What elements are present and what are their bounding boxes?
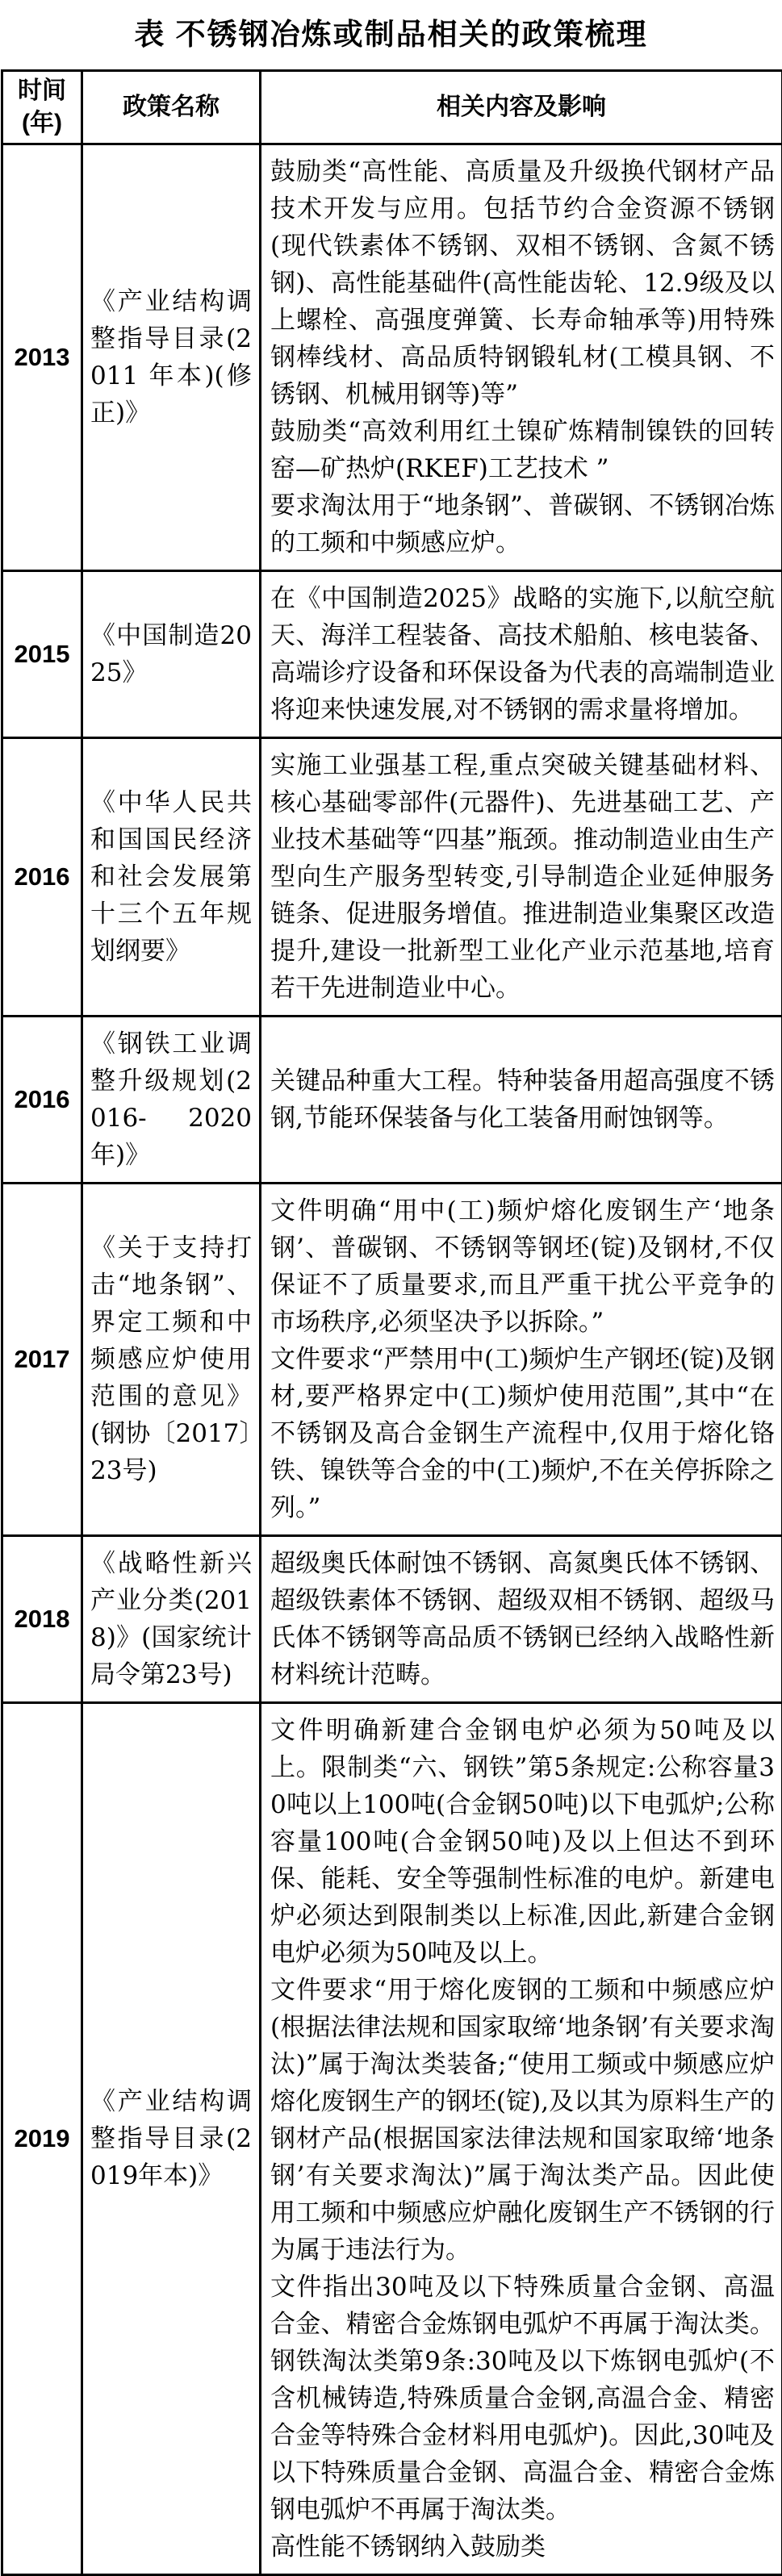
year-cell: 2017 — [2, 1184, 82, 1536]
policy-name-cell: 《产业结构调整指导目录(2019年本)》 — [82, 1703, 261, 2575]
policy-name-cell: 《中华人民共和国国民经济和社会发展第十三个五年规划纲要》 — [82, 738, 261, 1017]
table-row — [2, 1536, 782, 1703]
col-header-time-line1: 时间 — [5, 75, 79, 107]
content-paragraph: 文件明确新建合金钢电炉必须为50吨及以上。限制类“六、钢铁”第5条规定:公称容量30吨以上100吨(合金钢50吨)以下电弧炉;公称容量100吨(合金钢50吨)及以上但达不到环保、能耗、安全等强制性标准的电炉。新建电炉必须达到限制类以上标准,因此,新建合金钢电炉必须为50吨及以上。 — [270, 1712, 775, 1972]
policy-name-cell: 《中国制造2025》 — [82, 571, 261, 738]
year-cell: 2016 — [2, 738, 82, 1017]
col-header-time — [2, 71, 82, 144]
year-cell: 2019 — [2, 1703, 82, 2575]
policy-name-cell: 《战略性新兴产业分类(2018)》(国家统计局令第23号) — [82, 1536, 261, 1703]
content-paragraph: 在《中国制造2025》战略的实施下,以航空航天、海洋工程装备、高技术船舶、核电装备、高端诊疗设备和环保设备为代表的高端制造业将迎来快速发展,对不锈钢的需求量将增加。 — [270, 580, 775, 729]
table-row — [2, 144, 782, 571]
policy-name-cell: 《产业结构调整指导目录(2011 年本)(修正)》 — [82, 144, 261, 571]
table-header-row — [2, 71, 782, 144]
content-paragraph: 高性能不锈钢纳入鼓励类 — [270, 2528, 775, 2566]
year-cell: 2013 — [2, 144, 82, 571]
content-paragraph: 文件要求“用于熔化废钢的工频和中频感应炉(根据法律法规和国家取缔‘地条钢’有关要求淘汰)”属于淘汰类装备;“使用工频或中频感应炉熔化废钢生产的钢坯(锭),及以其为原料生产的钢材产品(根据国家法律法规和国家取缔‘地条钢’有关要求淘汰)”属于淘汰类产品。因此使用工频和中频感应炉融化废钢生产不锈钢的行为属于违法行为。 — [270, 1972, 775, 2269]
content-paragraph: 要求淘汰用于“地条钢”、普碳钢、不锈钢冶炼的工频和中频感应炉。 — [270, 487, 775, 562]
content-paragraph: 鼓励类“高效利用红土镍矿炼精制镍铁的回转窑—矿热炉(RKEF)工艺技术 ” — [270, 413, 775, 487]
content-cell — [261, 144, 782, 571]
content-cell — [261, 1703, 782, 2575]
content-cell — [261, 1184, 782, 1536]
content-paragraph: 文件指出30吨及以下特殊质量合金钢、高温合金、精密合金炼钢电弧炉不再属于淘汰类。钢铁淘汰类第9条:30吨及以下炼钢电弧炉(不含机械铸造,特殊质量合金钢,高温合金、精密合金等特殊合金材料用电弧炉)。因此,30吨及以下特殊质量合金钢、高温合金、精密合金炼钢电弧炉不再属于淘汰类。 — [270, 2269, 775, 2528]
content-paragraph: 超级奥氏体耐蚀不锈钢、高氮奥氏体不锈钢、超级铁素体不锈钢、超级双相不锈钢、超级马氏体不锈钢等高品质不锈钢已经纳入战略性新材料统计范畴。 — [270, 1545, 775, 1693]
content-paragraph: 文件要求“严禁用中(工)频炉生产钢坯(锭)及钢材,要严格界定中(工)频炉使用范围”,其中“在不锈钢及高合金钢生产流程中,仅用于熔化铬铁、镍铁等合金的中(工)频炉,不在关停拆除之列。” — [270, 1341, 775, 1526]
policy-name-cell: 《关于支持打击“地条钢”、界定工频和中频感应炉使用范围的意见》(钢协〔2017〕23号) — [82, 1184, 261, 1536]
table-row — [2, 1703, 782, 2575]
table-row — [2, 571, 782, 738]
content-cell — [261, 1017, 782, 1184]
year-cell: 2018 — [2, 1536, 82, 1703]
content-cell — [261, 571, 782, 738]
table-row — [2, 1184, 782, 1536]
policy-name-cell: 《钢铁工业调整升级规划(2016- 2020年)》 — [82, 1017, 261, 1184]
col-header-time-line2: (年) — [5, 107, 79, 140]
content-paragraph: 实施工业强基工程,重点突破关键基础材料、核心基础零部件(元器件)、先进基础工艺、产业技术基础等“四基”瓶颈。推动制造业由生产型向生产服务型转变,引导制造企业延伸服务链条、促进服务增值。推进制造业集聚区改造提升,建设一批新型工业化产业示范基地,培育若干先进制造业中心。 — [270, 747, 775, 1007]
content-cell — [261, 738, 782, 1017]
table-row — [2, 1017, 782, 1184]
col-header-policy: 政策名称 — [82, 71, 261, 144]
content-cell — [261, 1536, 782, 1703]
content-paragraph: 关键品种重大工程。特种装备用超高强度不锈钢,节能环保装备与化工装备用耐蚀钢等。 — [270, 1063, 775, 1137]
policy-table — [1, 69, 782, 2576]
table-title: 表 不锈钢冶炼或制品相关的政策梳理 — [0, 0, 782, 69]
content-paragraph: 鼓励类“高性能、高质量及升级换代钢材产品技术开发与应用。包括节约合金资源不锈钢(现代铁素体不锈钢、双相不锈钢、含氮不锈钢)、高性能基础件(高性能齿轮、12.9级及以上螺栓、高强度弹簧、长寿命轴承等)用特殊钢棒线材、高品质特钢锻轧材(工模具钢、不锈钢、机械用钢等)等” — [270, 153, 775, 413]
year-cell: 2016 — [2, 1017, 82, 1184]
content-paragraph: 文件明确“用中(工)频炉熔化废钢生产‘地条钢’、普碳钢、不锈钢等钢坯(锭)及钢材,不仅保证不了质量要求,而且严重干扰公平竞争的市场秩序,必须坚决予以拆除。” — [270, 1192, 775, 1341]
policy-table-body — [2, 144, 782, 2575]
col-header-content: 相关内容及影响 — [261, 71, 782, 144]
year-cell: 2015 — [2, 571, 82, 738]
table-row — [2, 738, 782, 1017]
